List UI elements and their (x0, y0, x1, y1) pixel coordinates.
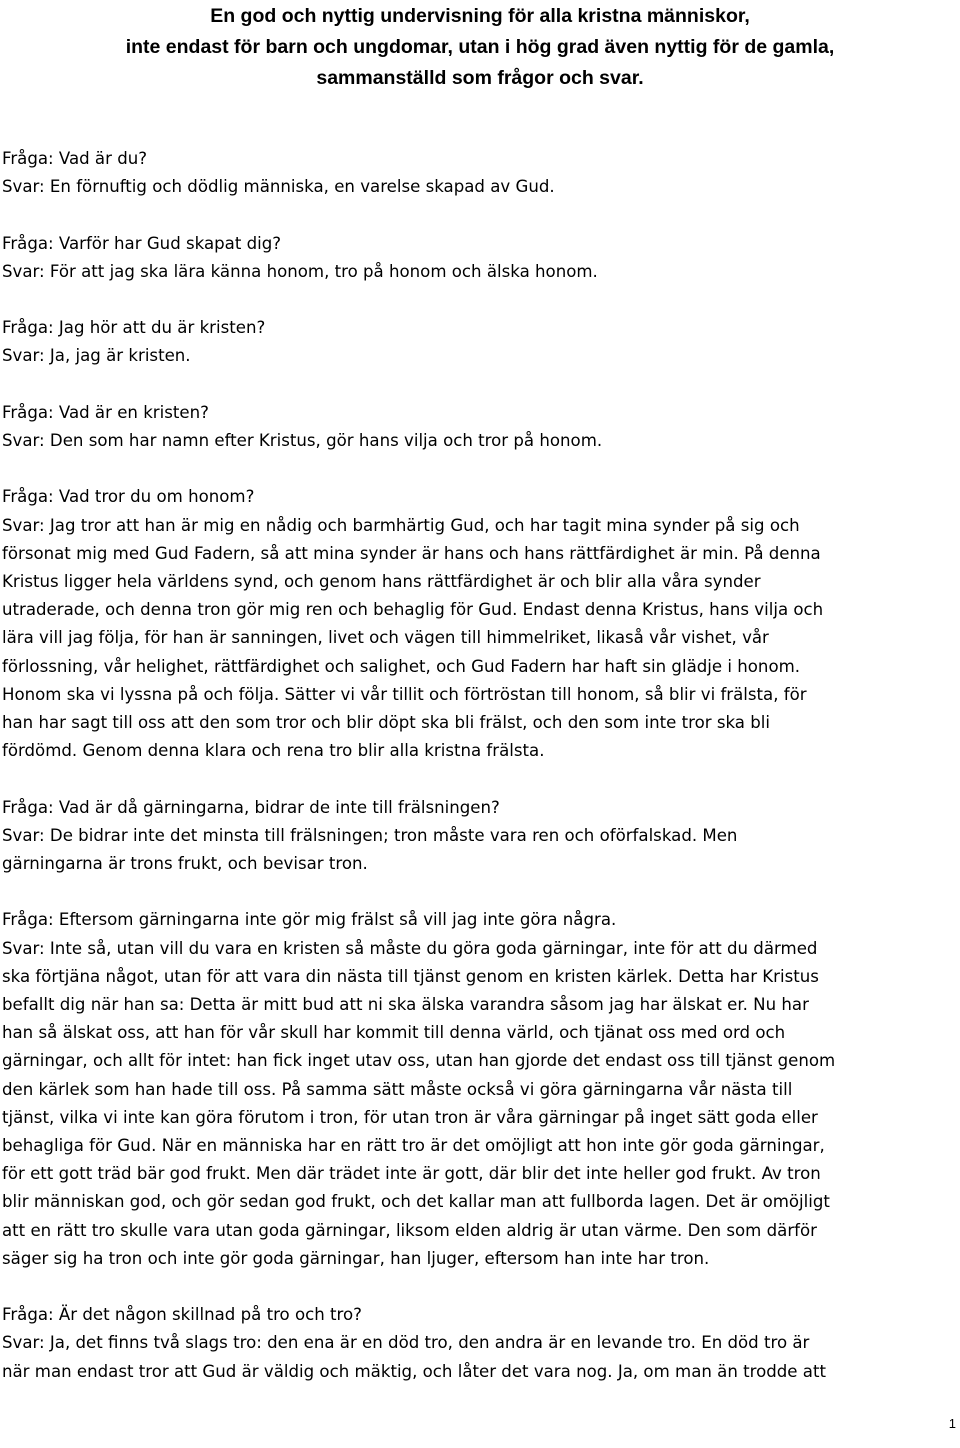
qa-block (2, 906, 942, 1273)
qa-block (2, 1301, 942, 1386)
answer-line: blir människan god, och gör sedan god frukt, och det kallar man att fullborda lagen. Det är omöjligt (2, 1192, 830, 1212)
page-number: 1 (948, 1416, 956, 1431)
qa-block (2, 399, 942, 455)
document-title (0, 1, 960, 94)
question-answer-list (2, 145, 942, 1414)
answer-line: Svar: För att jag ska lära känna honom, tro på honom och älska honom. (2, 261, 598, 281)
title-line: En god och nyttig undervisning för alla kristna människor, (210, 5, 750, 27)
answer-line: han så älskat oss, att han för vår skull har kommit till denna värld, och tjänat oss med ord och (2, 1023, 786, 1043)
answer-line: befallt dig när han sa: Detta är mitt bud att ni ska älska varandra såsom jag har älskat er. Nu har (2, 995, 809, 1014)
qa-block (2, 794, 942, 879)
answer-line: den kärlek som han hade till oss. På samma sätt måste också vi göra gärningarna vår nästa till (2, 1079, 793, 1099)
answer-line: utraderade, och denna tron gör mig ren och behaglig för Gud. Endast denna Kristus, hans vilja och (2, 600, 824, 620)
answer-line: Svar: En förnuftig och dödlig människa, en varelse skapad av Gud. (2, 177, 555, 197)
qa-block (2, 145, 942, 201)
qa-block (2, 483, 942, 765)
question-line: Fråga: Vad är då gärningarna, bidrar de inte till frälsningen? (2, 797, 500, 817)
question-line: Fråga: Är det någon skillnad på tro och tro? (2, 1305, 362, 1325)
answer-line: förlossning, vår helighet, rättfärdighet och salighet, och Gud Fadern har haft sin glädje i honom. (2, 656, 801, 676)
answer-line: Svar: Ja, det finns två slags tro: den ena är en död tro, den andra är en levande tro. En död tro är (2, 1333, 810, 1353)
qa-block (2, 230, 942, 286)
answer-line: Svar: Inte så, utan vill du vara en kristen så måste du göra goda gärningar, inte för att du därmed (2, 938, 818, 958)
answer-line: fördömd. Genom denna klara och rena tro blir alla kristna frälsta. (2, 741, 545, 761)
answer-line: ska förtjäna något, utan för att vara din nästa till tjänst genom en kristen kärlek. Detta har Kristus (2, 966, 819, 986)
answer-line: gärningarna är trons frukt, och bevisar tron. (2, 854, 368, 873)
answer-line: för ett gott träd bär god frukt. Men där trädet inte är gott, där blir det inte heller god frukt. Av tron (2, 1164, 821, 1184)
question-line: Fråga: Jag hör att du är kristen? (2, 318, 266, 338)
title-line: sammanställd som frågor och svar. (316, 67, 644, 89)
question-line: Fråga: Eftersom gärningarna inte gör mig frälst så vill jag inte göra några. (2, 910, 617, 930)
answer-line: Honom ska vi lyssna på och följa. Sätter vi vår tillit och förtröstan till honom, så blir vi frälsta, för (2, 684, 807, 704)
answer-line: tjänst, vilka vi inte kan göra förutom i tron, för utan tron är våra gärningar på inget sätt goda eller (2, 1107, 818, 1127)
answer-line: att en rätt tro skulle vara utan goda gärningar, liksom elden aldrig är utan värme. Den som därför (2, 1220, 817, 1240)
question-line: Fråga: Vad är en kristen? (2, 402, 209, 422)
answer-line: Kristus ligger hela världens synd, och genom hans rättfärdighet är och blir alla våra synder (2, 571, 761, 591)
answer-line: säger sig ha tron och inte gör goda gärningar, han ljuger, eftersom han inte har tron. (2, 1248, 710, 1268)
answer-line: försonat mig med Gud Fadern, så att mina synder är hans och hans rättfärdighet är min. På denna (2, 543, 821, 563)
answer-line: Svar: Jag tror att han är mig en nådig och barmhärtig Gud, och har tagit mina synder på sig och (2, 515, 800, 535)
answer-line: gärningar, och allt för intet: han fick inget utav oss, utan han gjorde det endast oss till tjänst genom (2, 1051, 836, 1071)
answer-line: han har sagt till oss att den som tror och blir döpt ska bli frälst, och den som inte tror ska bli (2, 713, 770, 732)
qa-block (2, 314, 942, 370)
answer-line: Svar: De bidrar inte det minsta till frälsningen; tron måste vara ren och oförfalskad. Men (2, 825, 738, 845)
title-line: inte endast för barn och ungdomar, utan i hög grad även nyttig för de gamla, (125, 36, 835, 58)
answer-line: Svar: Den som har namn efter Kristus, gör hans vilja och tror på honom. (2, 430, 603, 450)
question-line: Fråga: Varför har Gud skapat dig? (2, 233, 282, 253)
answer-line: behagliga för Gud. När en människa har en rätt tro är det omöjligt att hon inte gör goda gärningar, (2, 1136, 825, 1156)
answer-line: lära vill jag följa, för han är sanningen, livet och vägen till himmelriket, likaså vår vishet, vår (2, 628, 769, 648)
question-line: Fråga: Vad tror du om honom? (2, 487, 255, 507)
answer-line: när man endast tror att Gud är väldig och mäktig, och låter det vara nog. Ja, om man än trodde att (2, 1361, 826, 1381)
answer-line: Svar: Ja, jag är kristen. (2, 346, 191, 366)
question-line: Fråga: Vad är du? (2, 149, 148, 168)
